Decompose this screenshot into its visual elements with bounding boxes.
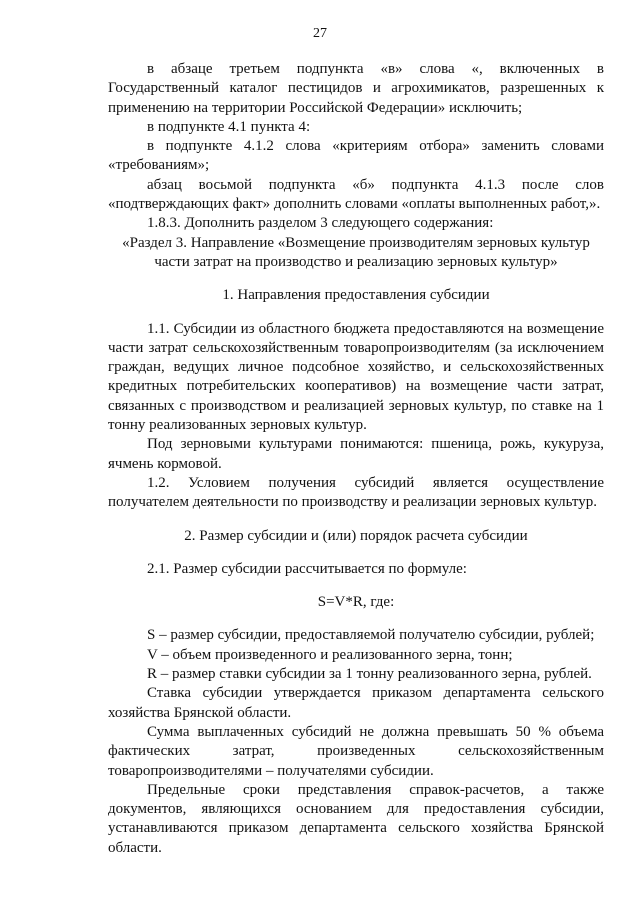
paragraph-summa: Сумма выплаченных субсидий не должна превышать 50 % объема фактических затрат, произведенных сельскохозяйственным товаропроизводителями – получателями субсидии. <box>108 723 604 779</box>
spacer <box>108 272 604 286</box>
spacer <box>108 579 604 593</box>
document-body <box>108 60 604 858</box>
paragraph-4-1-3: абзац восьмой подпункта «б» подпункта 4.1.3 после слов «подтверждающих факт» дополнить словами «оплаты выполненных работ,». <box>108 176 604 213</box>
spacer <box>108 306 604 320</box>
paragraph-podpunkt-4-1: в подпункте 4.1 пункта 4: <box>147 118 311 135</box>
spacer <box>108 513 604 527</box>
paragraph-1-2: 1.2. Условием получения субсидий является осуществление получателем деятельности по производству и реализации зерновых культур. <box>108 474 604 511</box>
paragraph-2-1: 2.1. Размер субсидии рассчитывается по формуле: <box>147 560 467 577</box>
section-title-line-2: части затрат на производство и реализацию зерновых культур» <box>154 253 558 270</box>
heading-2: 2. Размер субсидии и (или) порядок расчета субсидии <box>184 527 528 544</box>
paragraph-zernovye: Под зерновыми культурами понимаются: пшеница, рожь, кукуруза, ячмень кормовой. <box>108 436 604 472</box>
paragraph-abzac-tretem: в абзаце третьем подпункта «в» слова «, включенных в Государственный каталог пестицидов и агрохимикатов, разрешенных к применению на территории Российской Федерации» исключить; <box>108 61 604 116</box>
formula: S=V*R, где: <box>317 594 395 611</box>
spacer <box>108 546 604 560</box>
definition-r: R – размер ставки субсидии за 1 тонну реализованного зерна, рублей. <box>147 666 592 683</box>
paragraph-4-1-2: в подпункте 4.1.2 слова «критериям отбора» заменить словами «требованиям»; <box>108 138 604 174</box>
page-number: 27 <box>313 26 327 41</box>
paragraph-1-8-3: 1.8.3. Дополнить разделом 3 следующего содержания: <box>147 215 494 232</box>
paragraph-stavka: Ставка субсидии утверждается приказом департамента сельского хозяйства Брянской области. <box>108 685 604 721</box>
paragraph-1-1: 1.1. Субсидии из областного бюджета предоставляются на возмещение части затрат сельскохозяйственным товаропроизводителям (за исключением граждан, ведущих личное подсобное хозяйство, и сельскохозяйственных кредитных потребительских кооперативов) на возмещение части затрат, связанных с производством и реализацией зерновых культур, по ставке на 1 тонну реализованных зерновых культур. <box>108 320 604 434</box>
paragraph-sroki: Предельные сроки представления справок-расчетов, а также документов, являющихся основанием для предоставления субсидии, устанавливаются приказом департамента сельского хозяйства Брянской области. <box>108 781 604 856</box>
definition-v: V – объем произведенного и реализованного зерна, тонн; <box>147 646 513 663</box>
spacer <box>108 612 604 626</box>
definition-s: S – размер субсидии, предоставляемой получателю субсидии, рублей; <box>147 627 595 644</box>
section-title-line-1: «Раздел 3. Направление «Возмещение производителям зерновых культур <box>122 234 590 251</box>
heading-1: 1. Направления предоставления субсидии <box>222 287 490 304</box>
